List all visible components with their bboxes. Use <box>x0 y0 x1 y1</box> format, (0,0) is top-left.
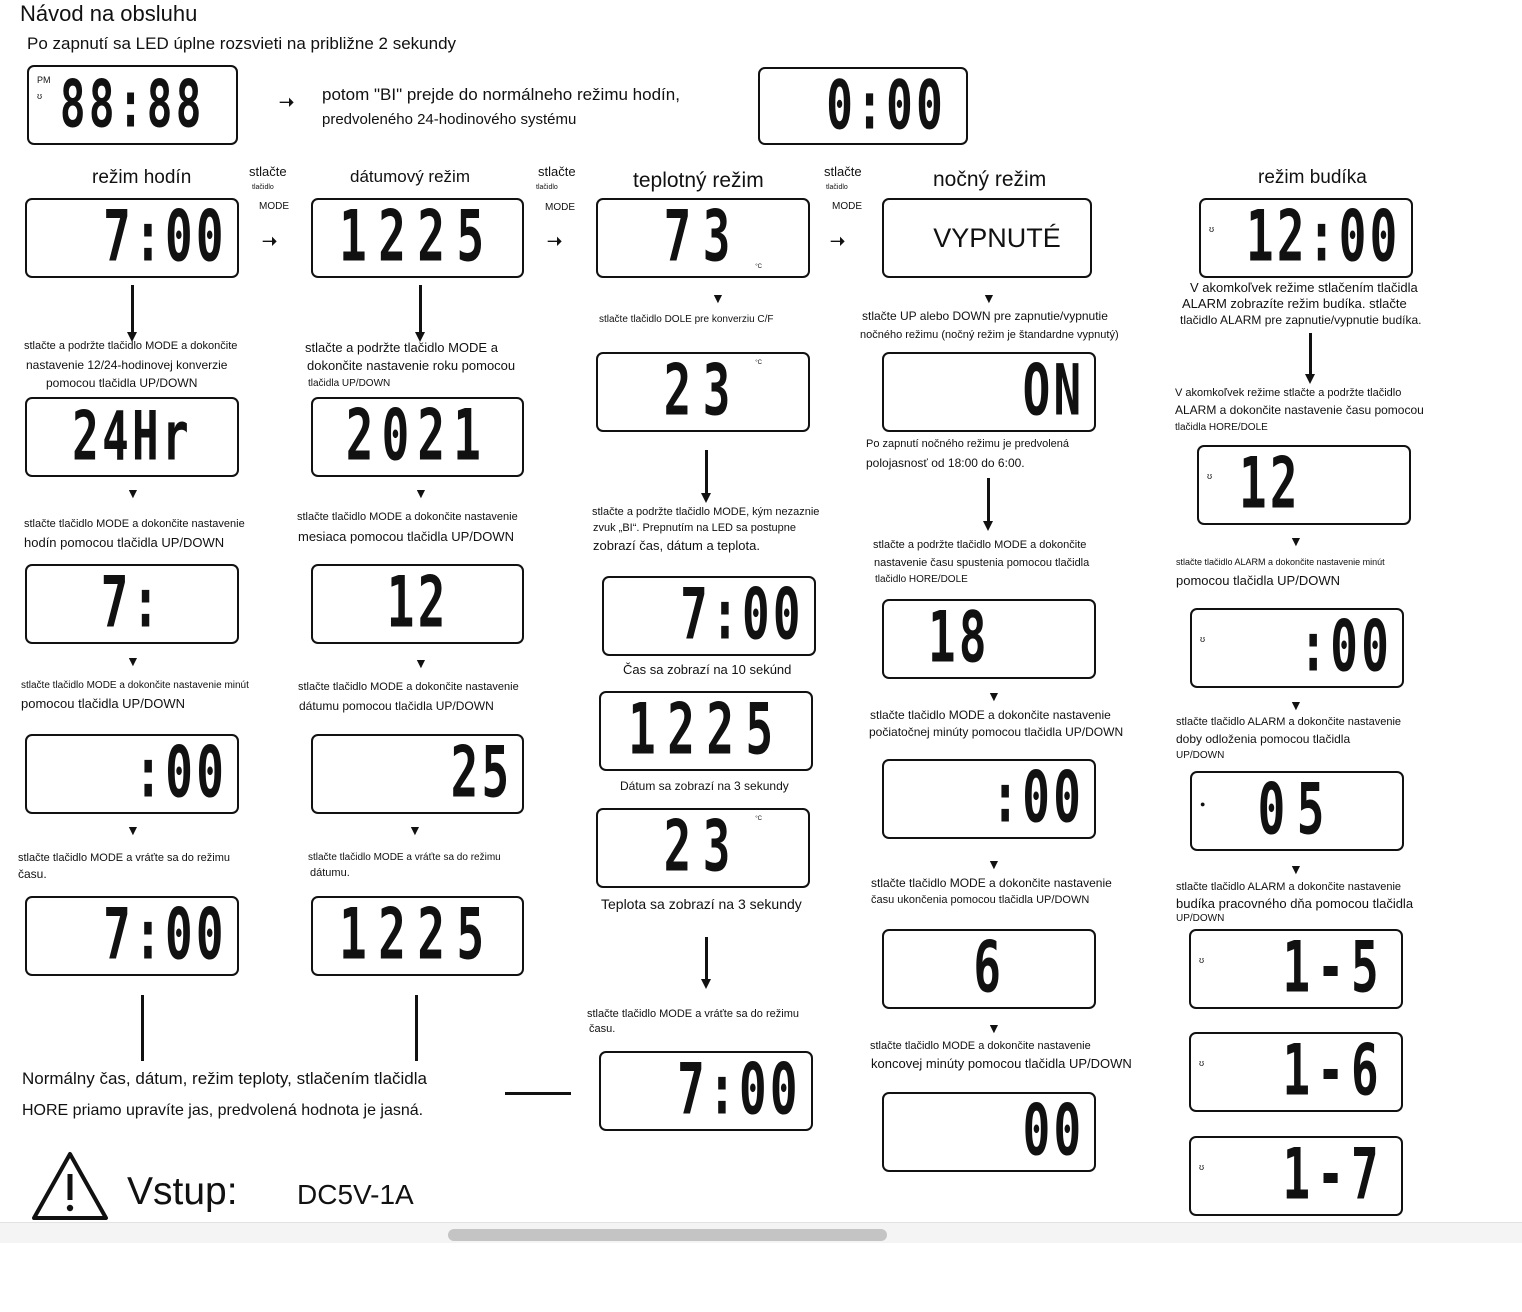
alarm-bell-icon: ʊ <box>1199 1162 1205 1172</box>
date-step-1c: tlačidla UP/DOWN <box>308 378 391 389</box>
arrow-down-icon: ▼ <box>987 688 1001 704</box>
arrow-down-icon <box>419 285 422 335</box>
mode-label: MODE <box>832 201 862 212</box>
alarm-step-4b: doby odloženia pomocou tlačidla <box>1176 732 1351 746</box>
lcd-workday-2: ʊ 1-6 <box>1189 1032 1403 1112</box>
header-alarm-mode: režim budíka <box>1258 167 1367 188</box>
lcd-workday-3: ʊ 1-7 <box>1189 1136 1403 1216</box>
night-step-5a: stlačte tlačidlo MODE a dokončite nastavenie <box>871 876 1112 890</box>
alarm-step-5a: stlačte tlačidlo ALARM a dokončite nastavenie <box>1176 881 1402 893</box>
temp-step-2c: zobrazí čas, dátum a teplota. <box>593 538 760 553</box>
arrow-down-icon: ▼ <box>126 653 140 669</box>
temp-cycle-time: Čas sa zobrazí na 10 sekúnd <box>623 662 792 677</box>
lcd-night-end-hour: 6 <box>882 929 1096 1009</box>
lcd-night-start-hour: 18 <box>882 599 1096 679</box>
lcd-alarm: ʊ 12:00 <box>1199 198 1413 278</box>
night-step-1a: stlačte UP alebo DOWN pre zapnutie/vypnutie <box>862 309 1108 323</box>
intro-next-1: potom "BI" prejde do normálneho režimu hodín, <box>322 85 680 104</box>
press-label: stlačte <box>538 164 576 179</box>
lcd-date: 1225 <box>311 198 524 278</box>
night-step-3a: stlačte a podržte tlačidlo MODE a dokončite <box>873 539 1087 551</box>
temp-step-3b: času. <box>589 1023 616 1035</box>
arrow-down-icon: ▼ <box>987 1020 1001 1036</box>
alarm-step-3a: stlačte tlačidlo ALARM a dokončite nastavenie minút <box>1176 557 1385 567</box>
temp-step-2b: zvuk „BI“. Prepnutím na LED sa postupne <box>593 522 796 534</box>
date-step-1b: dokončite nastavenie roku pomocou <box>307 358 516 373</box>
alarm-step-5b: budíka pracovného dňa pomocou tlačidla <box>1176 896 1414 911</box>
alarm-step-4c: UP/DOWN <box>1176 750 1225 761</box>
arrow-down-icon: ▼ <box>1289 533 1303 549</box>
input-value: DC5V-1A <box>297 1179 414 1210</box>
alarm-step-1c: tlačidlo ALARM pre zapnutie/vypnutie budíka. <box>1180 313 1422 327</box>
alarm-bell-icon: ʊ <box>1209 224 1215 234</box>
button-label: tlačidlo <box>252 184 274 191</box>
arrow-right-icon: ➝ <box>830 231 846 251</box>
clock-step-2a: stlačte tlačidlo MODE a dokončite nastavenie <box>24 518 245 530</box>
intro-text: Po zapnutí sa LED úplne rozsvieti na približne 2 sekundy <box>27 34 457 53</box>
clock-step-4a: stlačte tlačidlo MODE a vráťte sa do režimu <box>18 852 230 864</box>
lcd-minutes: :00 <box>25 734 239 814</box>
brightness-note-1: Normálny čas, dátum, režim teploty, stlačením tlačidla <box>22 1069 427 1088</box>
arrow-right-icon: ➝ <box>547 231 563 251</box>
arrow-down-icon: ▼ <box>982 290 996 306</box>
date-step-4b: dátumu. <box>310 867 350 879</box>
lcd-zero: 0:00 <box>758 67 968 145</box>
lcd-alarm-hour: ʊ 12 <box>1197 445 1411 525</box>
alarm-bell-icon: ʊ <box>1207 471 1213 481</box>
header-night-mode: nočný režim <box>933 168 1047 191</box>
arrow-down-tip <box>701 979 711 989</box>
alarm-step-2c: tlačidla HORE/DOLE <box>1175 422 1268 433</box>
alarm-step-1a: V akomkoľvek režime stlačením tlačidla <box>1190 280 1418 295</box>
alarm-step-3b: pomocou tlačidla UP/DOWN <box>1176 573 1340 588</box>
arrow-down-icon: ▼ <box>126 822 140 838</box>
arrow-down-icon: ▼ <box>414 485 428 501</box>
lcd-alarm-minute: ʊ :00 <box>1190 608 1404 688</box>
arrow-down-icon <box>131 285 134 335</box>
arrow-down-icon: ▼ <box>408 822 422 838</box>
press-label: stlačte <box>249 164 287 179</box>
arrow-down-icon: ▼ <box>987 856 1001 872</box>
arrow-down-icon: ▼ <box>1289 697 1303 713</box>
alarm-bell-icon: ʊ <box>1199 955 1205 965</box>
pm-indicator: PM <box>37 75 51 85</box>
lcd-date-return: 1225 <box>311 896 524 976</box>
mode-label: MODE <box>259 201 289 212</box>
date-step-4a: stlačte tlačidlo MODE a vráťte sa do režimu <box>308 852 501 863</box>
date-step-1a: stlačte a podržte tlačidlo MODE a <box>305 340 498 355</box>
alarm-step-2a: V akomkoľvek režime stlačte a podržte tlačidlo <box>1175 387 1402 399</box>
lcd-night-off: VYPNUTÉ <box>882 198 1092 278</box>
alarm-bell-icon: ʊ <box>1200 634 1206 644</box>
night-step-6b: koncovej minúty pomocou tlačidla UP/DOWN <box>871 1056 1132 1071</box>
clock-step-4b: času. <box>18 867 47 881</box>
arrow-right-icon: ➝ <box>262 231 278 251</box>
lcd-workday-1: ʊ 1-5 <box>1189 929 1403 1009</box>
lcd-cycle-date: 1225 <box>599 691 813 771</box>
date-step-3a: stlačte tlačidlo MODE a dokončite nastavenie <box>298 681 519 693</box>
arrow-down-icon <box>1309 333 1312 376</box>
lcd-clock-return: 7:00 <box>25 896 239 976</box>
clock-step-1a: stlačte a podržte tlačidlo MODE a dokončite <box>24 340 238 352</box>
press-label: stlačte <box>824 164 862 179</box>
date-step-3b: dátumu pomocou tlačidla UP/DOWN <box>299 699 494 713</box>
lcd-night-on: ON <box>882 352 1096 432</box>
horizontal-scrollbar-thumb[interactable] <box>448 1229 887 1241</box>
arrow-down-tip <box>701 493 711 503</box>
connector-line <box>141 995 144 1061</box>
lcd-cycle-temp: 23 °C <box>596 808 810 888</box>
lcd-year: 2021 <box>311 397 524 477</box>
lcd-temp-return: 7:00 <box>599 1051 813 1131</box>
button-label: tlačidlo <box>826 184 848 191</box>
arrow-down-icon <box>987 478 990 524</box>
lcd-clock: 7:00 <box>25 198 239 278</box>
temp-cycle-temp: Teplota sa zobrazí na 3 sekundy <box>601 896 802 912</box>
mode-label: MODE <box>545 202 575 213</box>
night-step-3c: tlačidlo HORE/DOLE <box>875 574 968 585</box>
brightness-note-2: HORE priamo upravíte jas, predvolená hodnota je jasná. <box>22 1102 424 1119</box>
degree-indicator: °C <box>755 360 762 366</box>
lcd-night-end-min: 00 <box>882 1092 1096 1172</box>
arrow-down-icon: ▼ <box>126 485 140 501</box>
arrow-down-icon: ▼ <box>414 655 428 671</box>
lcd-day: 25 <box>311 734 524 814</box>
night-step-2a: Po zapnutí nočného režimu je predvolená <box>866 438 1070 450</box>
date-step-2a: stlačte tlačidlo MODE a dokončite nastavenie <box>297 511 518 523</box>
lcd-24hr: 24Hr <box>25 397 239 477</box>
arrow-right-icon: ➝ <box>279 92 295 112</box>
night-step-4b: počiatočnej minúty pomocou tlačidla UP/DOWN <box>869 725 1124 739</box>
temp-step-1: stlačte tlačidlo DOLE pre konverziu C/F <box>599 314 774 325</box>
alarm-bell-icon: ʊ <box>37 91 43 101</box>
alarm-step-2b: ALARM a dokončite nastavenie času pomocou <box>1175 403 1424 417</box>
arrow-down-icon <box>705 937 708 981</box>
night-step-3b: nastavenie času spustenia pomocou tlačidla <box>874 557 1090 569</box>
arrow-down-icon <box>705 450 708 496</box>
lcd-hour: 7: <box>25 564 239 644</box>
header-temp-mode: teplotný režim <box>633 169 764 192</box>
lcd-cycle-time: 7:00 <box>602 576 816 656</box>
temp-step-3a: stlačte tlačidlo MODE a vráťte sa do režimu <box>587 1008 799 1020</box>
intro-next-2: predvoleného 24-hodinového systému <box>322 111 577 128</box>
lcd-celsius: 23 °C <box>596 352 810 432</box>
lcd-full: PM ʊ 88:88 <box>27 65 238 145</box>
lcd-night-start-min: :00 <box>882 759 1096 839</box>
header-date-mode: dátumový režim <box>350 167 470 186</box>
clock-step-1c: pomocou tlačidla UP/DOWN <box>46 376 198 390</box>
alarm-step-5c: UP/DOWN <box>1176 913 1225 924</box>
alarm-step-4a: stlačte tlačidlo ALARM a dokončite nastavenie <box>1176 716 1402 728</box>
arrow-down-icon: ▼ <box>1289 861 1303 877</box>
night-step-2b: polojasnosť od 18:00 do 6:00. <box>866 456 1025 470</box>
alarm-step-1b: ALARM zobrazíte režim budíka. stlačte <box>1182 296 1407 311</box>
status-dot-icon: ● <box>1200 799 1206 809</box>
clock-step-3a: stlačte tlačidlo MODE a dokončite nastavenie minút <box>21 680 249 691</box>
arrow-down-icon: ▼ <box>711 290 725 306</box>
lcd-snooze: ● 05 <box>1190 771 1404 851</box>
arrow-down-tip <box>983 521 993 531</box>
input-label: Vstup: <box>127 1170 238 1213</box>
temp-step-2a: stlačte a podržte tlačidlo MODE, kým nezaznie <box>592 506 820 518</box>
night-step-4a: stlačte tlačidlo MODE a dokončite nastavenie <box>870 708 1111 722</box>
arrow-down-tip <box>1305 374 1315 384</box>
lcd-temperature: 73 °C <box>596 198 810 278</box>
night-step-6a: stlačte tlačidlo MODE a dokončite nastavenie <box>870 1040 1091 1052</box>
connector-line <box>505 1092 571 1095</box>
alarm-bell-icon: ʊ <box>1199 1058 1205 1068</box>
clock-step-2b: hodín pomocou tlačidla UP/DOWN <box>24 535 225 550</box>
degree-indicator: °C <box>755 816 762 822</box>
temp-cycle-date: Dátum sa zobrazí na 3 sekundy <box>620 779 789 793</box>
warning-icon <box>30 1150 110 1222</box>
night-step-5b: času ukončenia pomocou tlačidla UP/DOWN <box>871 894 1090 906</box>
connector-line <box>415 995 418 1061</box>
button-label: tlačidlo <box>536 184 558 191</box>
degree-indicator: °C <box>755 264 762 270</box>
clock-step-1b: nastavenie 12/24-hodinovej konverzie <box>26 358 228 372</box>
lcd-month: 12 <box>311 564 524 644</box>
header-clock-mode: režim hodín <box>92 167 192 188</box>
page-title: Návod na obsluhu <box>20 1 198 26</box>
night-step-1b: nočného režimu (nočný režim je štandardne vypnutý) <box>860 329 1119 341</box>
date-step-2b: mesiaca pomocou tlačidla UP/DOWN <box>298 529 515 544</box>
clock-step-3b: pomocou tlačidla UP/DOWN <box>21 696 185 711</box>
